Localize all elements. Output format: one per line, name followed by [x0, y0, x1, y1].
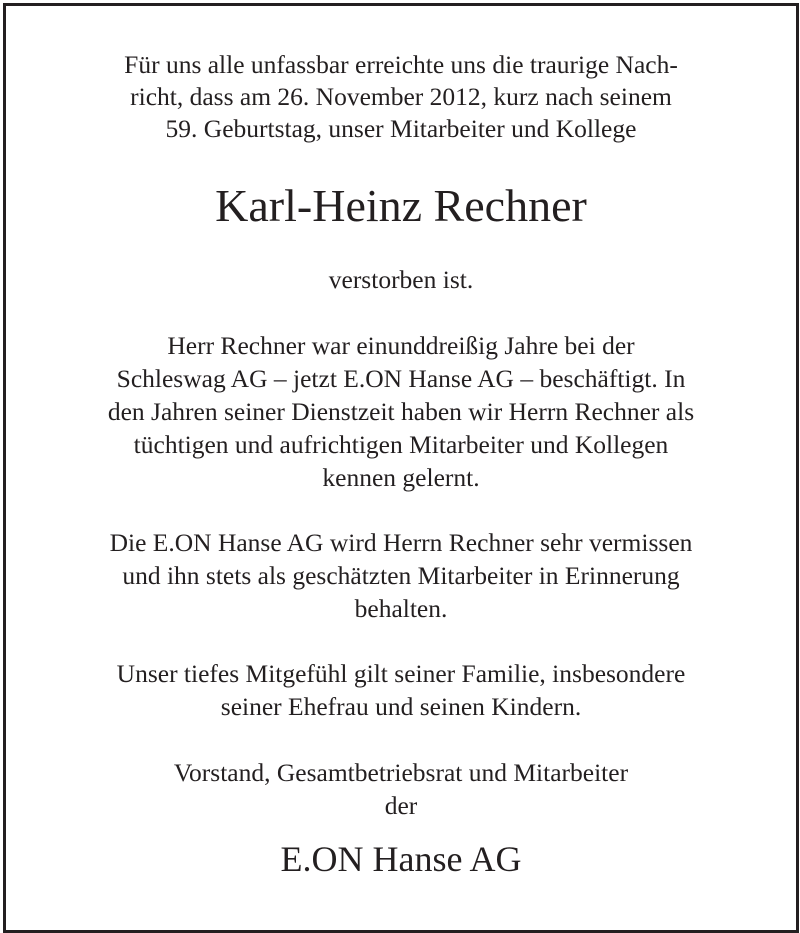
intro-line-2: richt, dass am 26. November 2012, kurz nach seinem [130, 82, 672, 111]
career-line-5: kennen gelernt. [322, 463, 480, 492]
condolence-line-2: seiner Ehefrau und seinen Kindern. [220, 692, 582, 721]
intro-line-1: Für uns alle unfassbar erreichte uns die traurige Nach- [124, 50, 678, 79]
after-name-text: verstorben ist. [328, 265, 474, 294]
deceased-name: Karl-Heinz Rechner [215, 180, 587, 231]
career-line-1: Herr Rechner war einunddreißig Jahre bei der [167, 331, 635, 360]
remembrance-line-3: behalten. [354, 594, 448, 623]
signature-line-2: der [384, 791, 418, 820]
signature-line-1: Vorstand, Gesamtbetriebsrat und Mitarbeiter [173, 758, 629, 787]
remembrance-line-2: und ihn stets als geschätzten Mitarbeiter in Erinnerung [122, 561, 680, 590]
condolence-line-1: Unser tiefes Mitgefühl gilt seiner Familie, insbesondere [116, 659, 686, 688]
career-line-3: den Jahren seiner Dienstzeit haben wir Herrn Rechner als [107, 397, 695, 426]
company-name: E.ON Hanse AG [280, 839, 522, 879]
intro-line-3: 59. Geburtstag, unser Mitarbeiter und Kollege [165, 114, 637, 143]
remembrance-line-1: Die E.ON Hanse AG wird Herrn Rechner sehr vermissen [109, 528, 693, 557]
career-line-4: tüchtigen und aufrichtigen Mitarbeiter und Kollegen [133, 430, 669, 459]
notice-border [3, 3, 799, 933]
career-line-2: Schleswag AG – jetzt E.ON Hanse AG – beschäftigt. In [116, 364, 686, 393]
obituary-notice [6, 6, 796, 930]
